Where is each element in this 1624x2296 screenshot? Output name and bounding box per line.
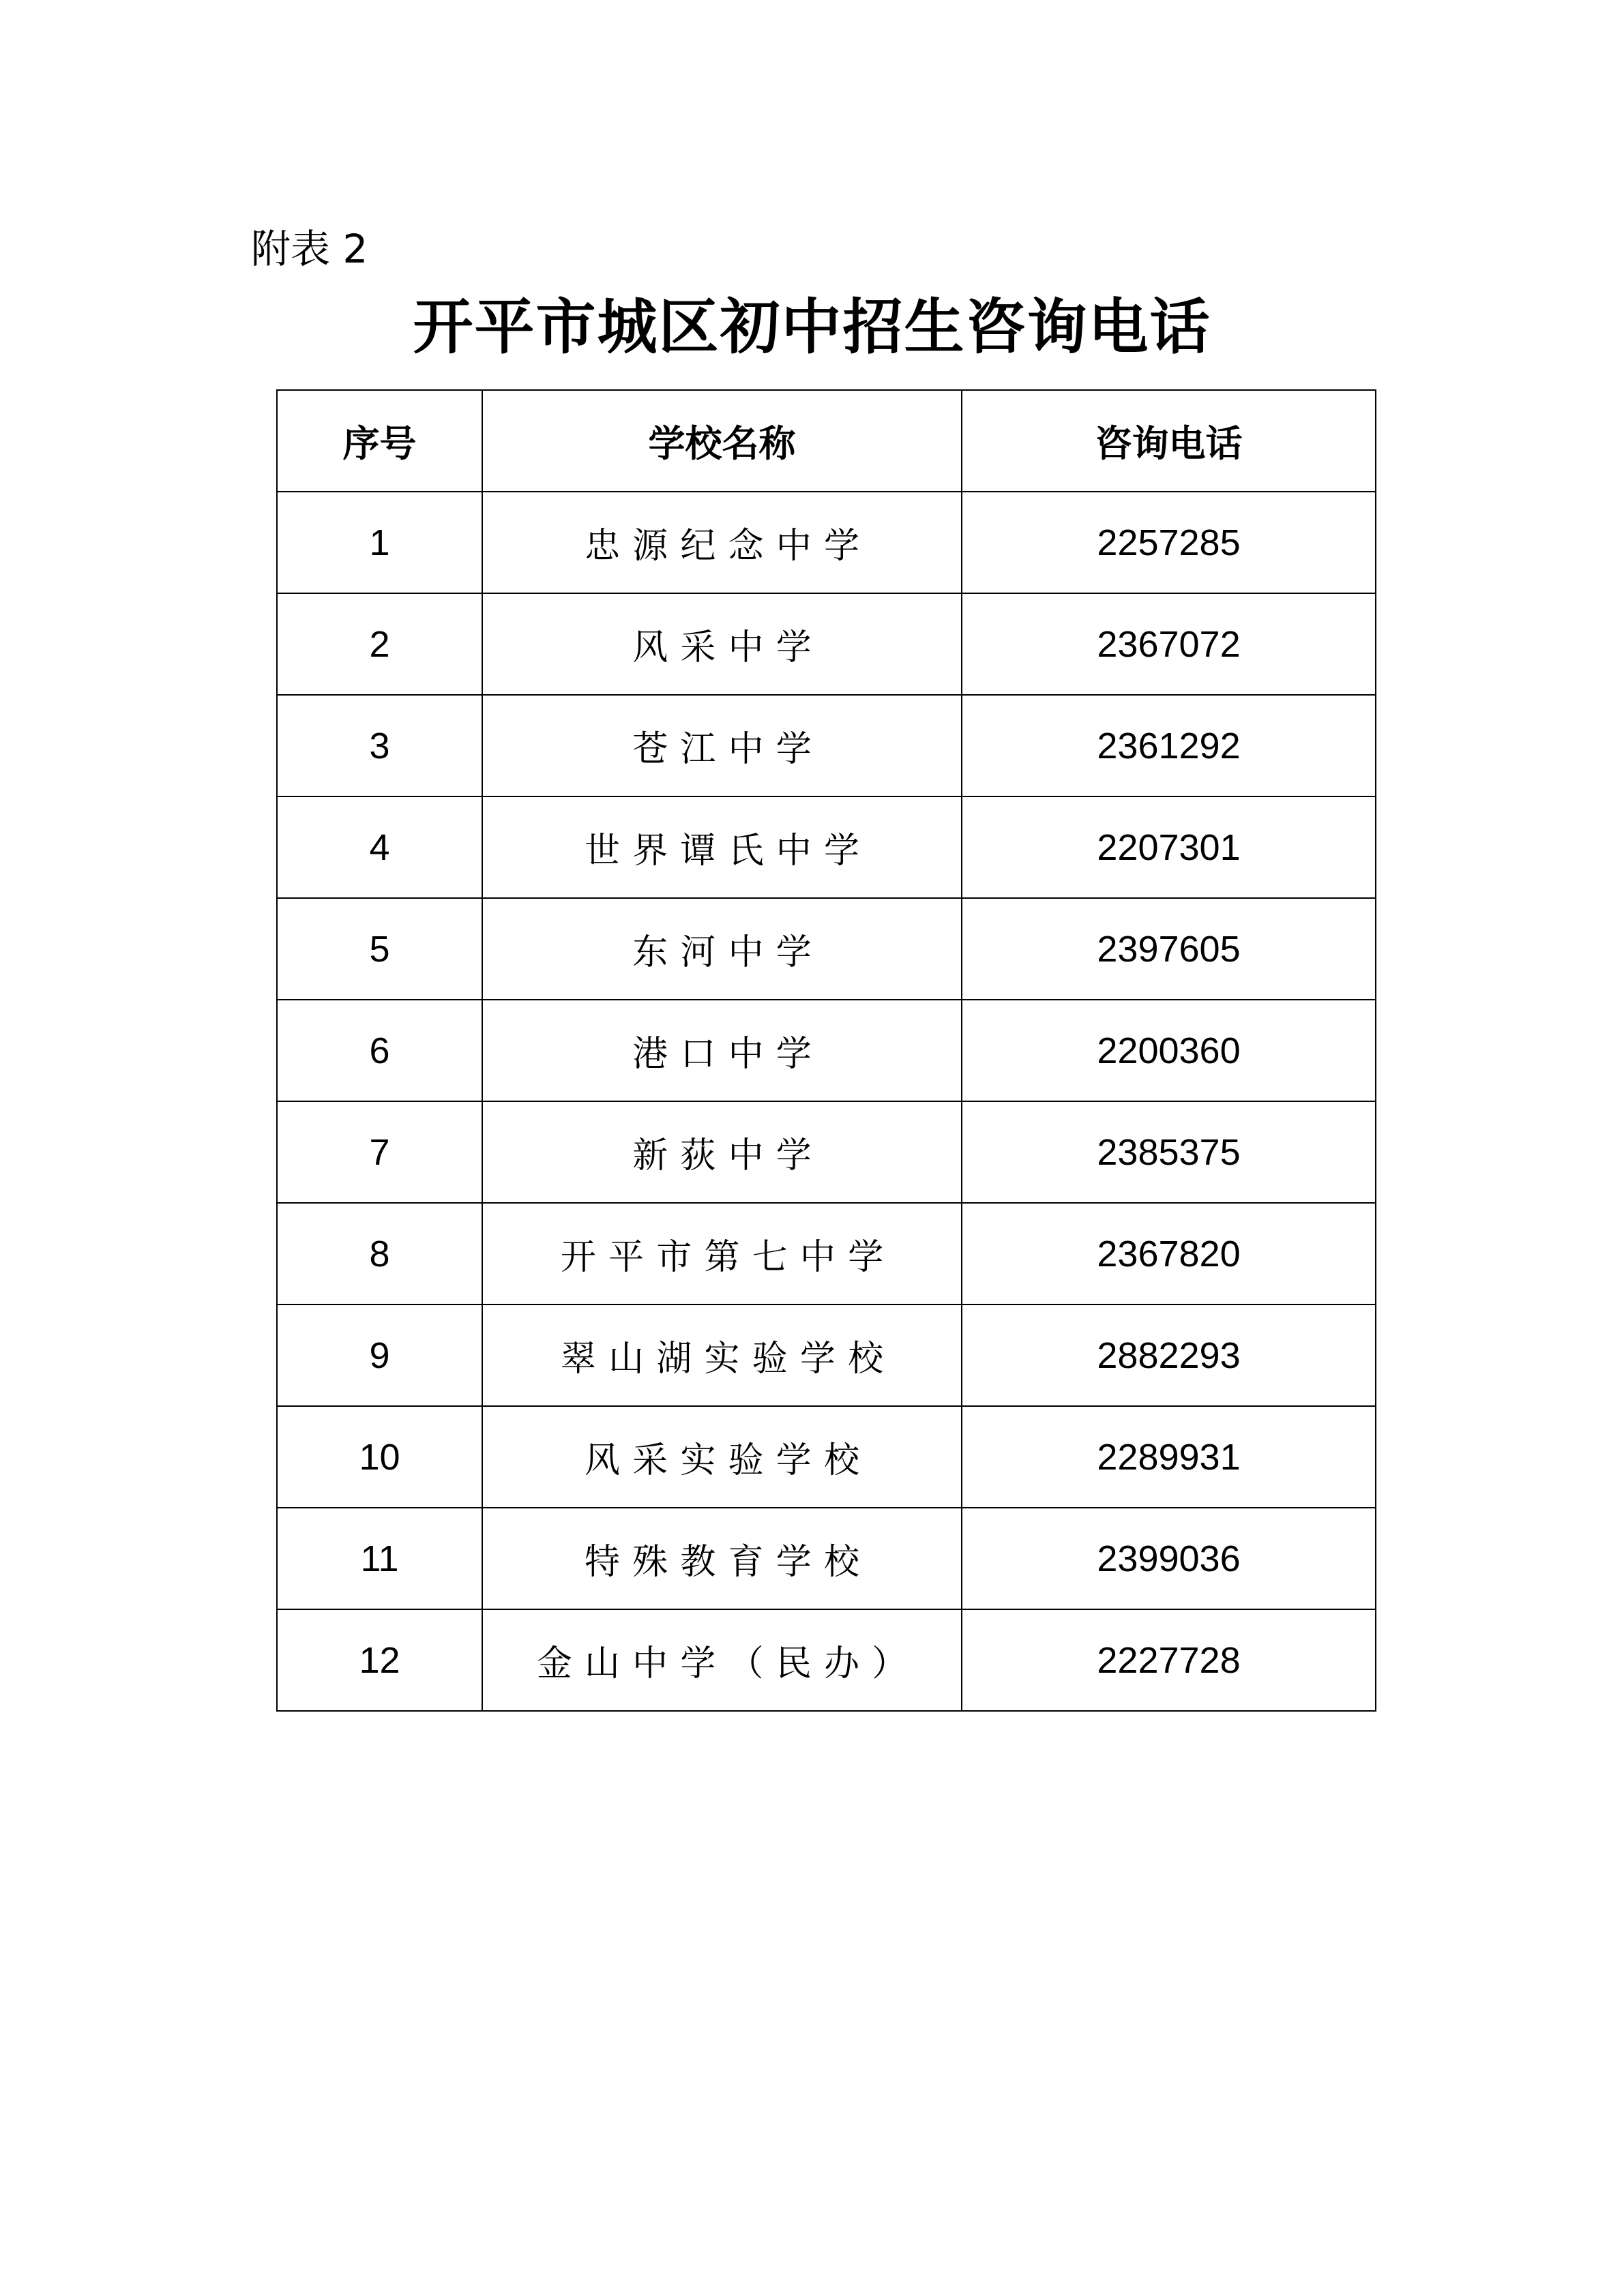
school-name: 风采中学	[482, 593, 962, 695]
phone-number: 2397605	[962, 898, 1376, 1000]
school-name: 金山中学（民办）	[482, 1609, 962, 1711]
row-number: 5	[277, 898, 482, 1000]
phone-number: 2367072	[962, 593, 1376, 695]
school-name: 东河中学	[482, 898, 962, 1000]
row-number: 9	[277, 1304, 482, 1406]
school-name: 特殊教育学校	[482, 1508, 962, 1609]
phone-number: 2207301	[962, 796, 1376, 898]
school-name: 世界谭氏中学	[482, 796, 962, 898]
row-number: 8	[277, 1203, 482, 1304]
school-name: 开平市第七中学	[482, 1203, 962, 1304]
table-row	[277, 593, 1376, 695]
school-name: 风采实验学校	[482, 1406, 962, 1508]
phone-number: 2882293	[962, 1304, 1376, 1406]
row-number: 7	[277, 1101, 482, 1203]
phone-number: 2385375	[962, 1101, 1376, 1203]
table-row	[277, 492, 1376, 593]
header-number: 序号	[277, 390, 482, 492]
table-row	[277, 1101, 1376, 1203]
school-name: 苍江中学	[482, 695, 962, 796]
row-number: 10	[277, 1406, 482, 1508]
table-row	[277, 1000, 1376, 1101]
school-name: 忠源纪念中学	[482, 492, 962, 593]
table-row	[277, 1406, 1376, 1508]
header-phone: 咨询电话	[962, 390, 1376, 492]
table-row	[277, 1304, 1376, 1406]
attachment-label: 附表 2	[251, 226, 368, 272]
page-title: 开平市城区初中招生咨询电话	[413, 291, 1211, 362]
table-row	[277, 695, 1376, 796]
school-name: 翠山湖实验学校	[482, 1304, 962, 1406]
table-row	[277, 1508, 1376, 1609]
row-number: 11	[277, 1508, 482, 1609]
header-school: 学校名称	[482, 390, 962, 492]
row-number: 4	[277, 796, 482, 898]
phone-number: 2399036	[962, 1508, 1376, 1609]
row-number: 6	[277, 1000, 482, 1101]
school-phone-table	[276, 389, 1376, 1712]
row-number: 12	[277, 1609, 482, 1711]
row-number: 2	[277, 593, 482, 695]
phone-number: 2367820	[962, 1203, 1376, 1304]
phone-number: 2227728	[962, 1609, 1376, 1711]
phone-number: 2257285	[962, 492, 1376, 593]
phone-number: 2361292	[962, 695, 1376, 796]
phone-number: 2289931	[962, 1406, 1376, 1508]
table-row	[277, 1203, 1376, 1304]
phone-number: 2200360	[962, 1000, 1376, 1101]
school-name: 港口中学	[482, 1000, 962, 1101]
row-number: 3	[277, 695, 482, 796]
table-header-row	[277, 390, 1376, 492]
table-row	[277, 898, 1376, 1000]
table-row	[277, 796, 1376, 898]
table-row	[277, 1609, 1376, 1711]
school-name: 新荻中学	[482, 1101, 962, 1203]
row-number: 1	[277, 492, 482, 593]
